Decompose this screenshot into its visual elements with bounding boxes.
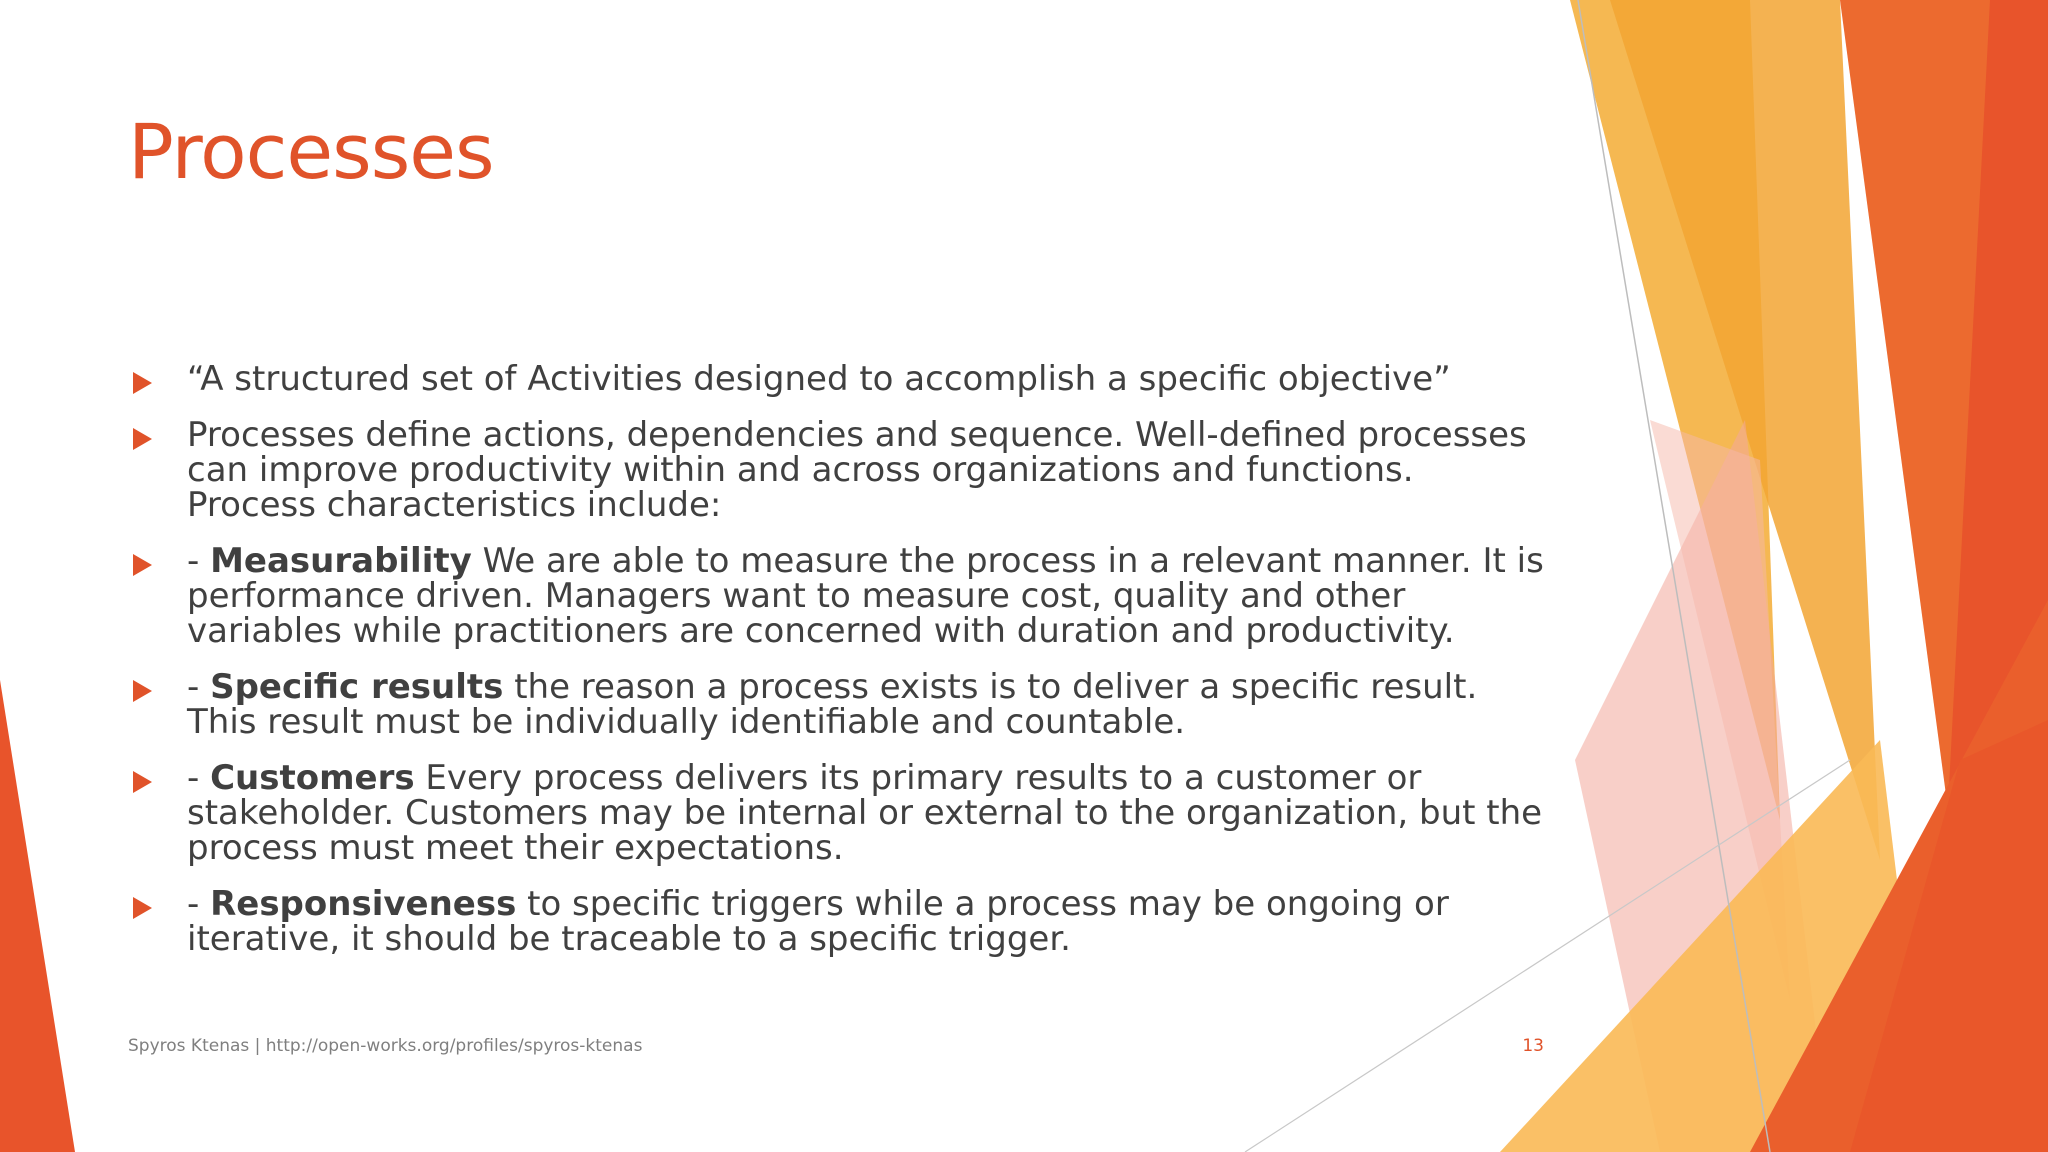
bullet-prefix: - (187, 758, 211, 798)
bullet-text: to specific triggers while a process may be ongoing or iterative, it should be traceable to a specific trigger. (187, 884, 1449, 959)
bullet-lead-term: Specific results (210, 667, 504, 707)
bullet-item (130, 541, 1550, 651)
bullet-item (130, 415, 1550, 525)
bullet-text: Processes define actions, dependencies and sequence. Well-defined processes can improve productivity within and across organizations and functions. Process characteristics include: (187, 415, 1527, 525)
bullet-item (130, 667, 1550, 742)
bullet-lead-term: Measurability (210, 541, 472, 581)
slide-title: Processes (128, 107, 494, 196)
triangle-bullet-icon (133, 897, 152, 919)
bullet-lead-term: Responsiveness (210, 884, 517, 924)
bullet-item (130, 359, 1550, 399)
triangle-bullet-icon (133, 680, 152, 702)
bullet-text: Every process delivers its primary results to a customer or stakeholder. Customers may be internal or external to the organization, but the process must meet their expectations. (187, 758, 1543, 868)
triangle-bullet-icon (133, 771, 152, 793)
triangle-bullet-icon (133, 428, 152, 450)
bullet-prefix: - (187, 884, 211, 924)
bullet-item (130, 758, 1550, 868)
bullet-prefix: - (187, 667, 211, 707)
bullet-item (130, 884, 1550, 959)
triangle-bullet-icon (133, 372, 152, 394)
bullet-prefix: - (187, 541, 211, 581)
bullet-text: “A structured set of Activities designed to accomplish a specific objective” (187, 359, 1451, 399)
triangle-bullet-icon (133, 554, 152, 576)
bullet-text: We are able to measure the process in a relevant manner. It is performance driven. Managers want to measure cost, quality and other variables while practitioners are concerned with duration and productivity. (187, 541, 1544, 651)
bullet-list (130, 359, 1550, 978)
left-edge-facet (0, 680, 75, 1152)
slide-footer: Spyros Ktenas | http://open-works.org/profiles/spyros-ktenas (128, 1036, 643, 1056)
bullet-text: the reason a process exists is to deliver a specific result. This result must be individually identifiable and countable. (187, 667, 1478, 742)
bullet-lead-term: Customers (210, 758, 415, 798)
page-number: 13 (1522, 1036, 1544, 1056)
